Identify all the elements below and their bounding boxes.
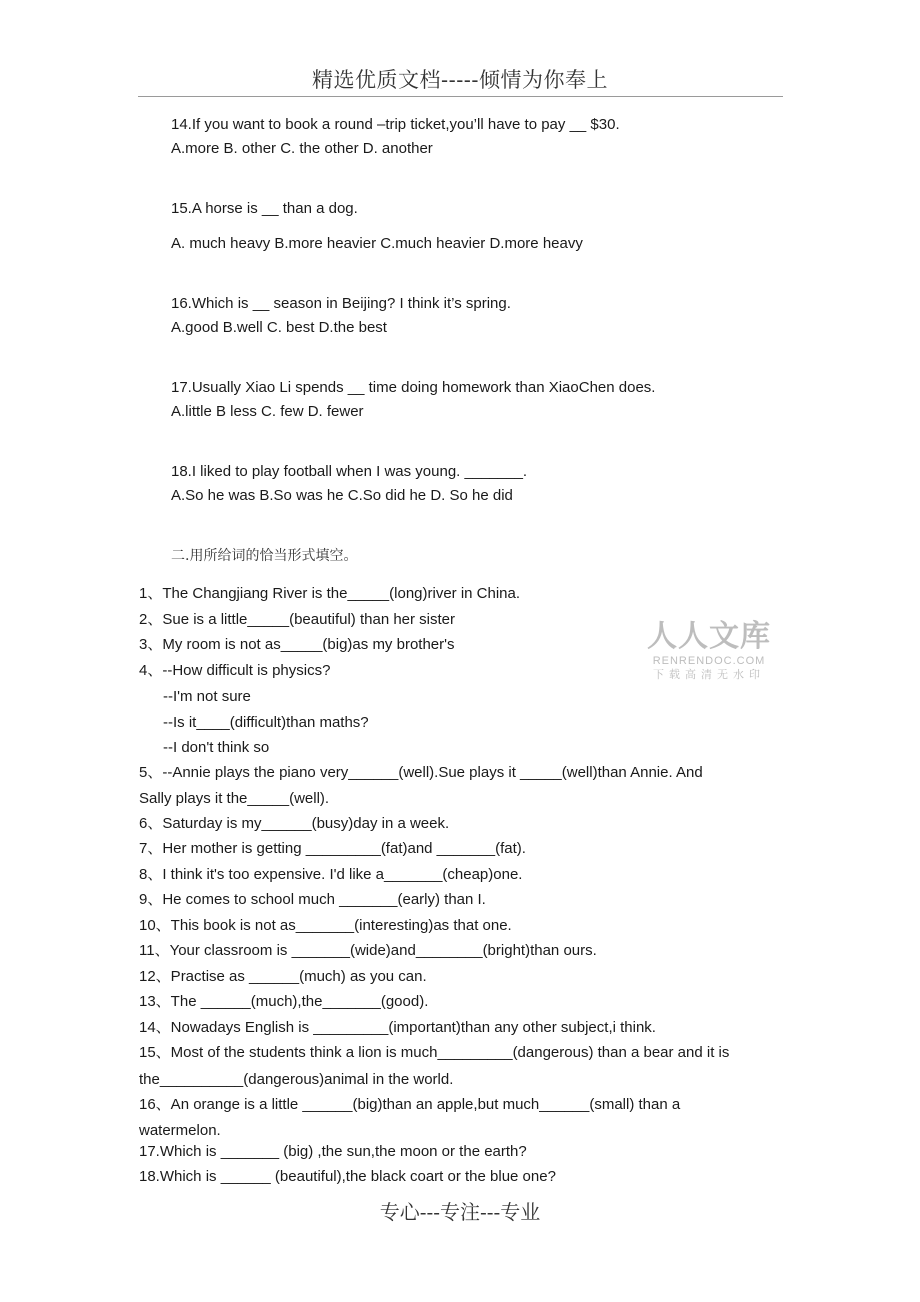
question-17-stem: 17.Usually Xiao Li spends __ time doing homework than XiaoChen does.	[171, 379, 656, 396]
fill-item: 7、Her mother is getting _________(fat)and _______(fat).	[139, 840, 526, 857]
question-15-stem: 15.A horse is __ than a dog.	[171, 200, 358, 217]
fill-item: 10、This book is not as_______(interesting)as that one.	[139, 917, 512, 934]
fill-item: 8、I think it's too expensive. I'd like a_______(cheap)one.	[139, 866, 523, 883]
fill-item: 11、Your classroom is _______(wide)and________(bright)than ours.	[139, 942, 597, 959]
question-15-options: A. much heavy B.more heavier C.much heavier D.more heavy	[171, 235, 583, 252]
fill-item: 3、My room is not as_____(big)as my brother's	[139, 636, 455, 653]
fill-item: 18.Which is ______ (beautiful),the black coart or the blue one?	[139, 1168, 556, 1185]
fill-item: 9、He comes to school much _______(early) than I.	[139, 891, 486, 908]
question-16-stem: 16.Which is __ season in Beijing? I think it’s spring.	[171, 295, 511, 312]
question-14-options: A.more B. other C. the other D. another	[171, 140, 433, 157]
fill-item-continued: watermelon.	[139, 1122, 221, 1139]
question-16-options: A.good B.well C. best D.the best	[171, 319, 387, 336]
page-footer: 专心---专注---专业	[379, 1200, 541, 1224]
fill-item-dialogue: --Is it____(difficult)than maths?	[163, 714, 369, 731]
fill-item: 13、The ______(much),the_______(good).	[139, 993, 429, 1010]
fill-item: 5、--Annie plays the piano very______(well).Sue plays it _____(well)than Annie. And	[139, 764, 703, 781]
fill-item-continued: the__________(dangerous)animal in the world.	[139, 1071, 454, 1088]
fill-item: 15、Most of the students think a lion is much_________(dangerous) than a bear and it is	[139, 1044, 730, 1061]
fill-item-dialogue: --I'm not sure	[163, 688, 251, 705]
header-divider	[138, 96, 783, 97]
watermark-title: 人人文库	[647, 619, 771, 654]
watermark-logo	[646, 620, 772, 682]
question-18-stem: 18.I liked to play football when I was young. _______.	[171, 463, 528, 480]
section-heading: 二.用所给词的恰当形式填空。	[171, 548, 358, 564]
question-14-stem: 14.If you want to book a round –trip ticket,you’ll have to pay __ $30.	[171, 116, 620, 133]
fill-item: 14、Nowadays English is _________(important)than any other subject,i think.	[139, 1019, 656, 1036]
fill-item: 2、Sue is a little_____(beautiful) than her sister	[139, 611, 456, 628]
fill-item: 17.Which is _______ (big) ,the sun,the moon or the earth?	[139, 1143, 527, 1160]
fill-item: 4、--How difficult is physics?	[139, 662, 331, 679]
watermark-url: RENRENDOC.COM	[652, 655, 766, 667]
fill-item: 1、The Changjiang River is the_____(long)river in China.	[139, 585, 521, 602]
fill-item-continued: Sally plays it the_____(well).	[139, 790, 330, 807]
fill-item-dialogue: --I don't think so	[163, 739, 270, 756]
question-18-options: A.So he was B.So was he C.So did he D. So he did	[171, 487, 513, 504]
question-17-options: A.little B less C. few D. fewer	[171, 403, 364, 420]
page-header-title: 精选优质文档-----倾情为你奉上	[312, 68, 608, 92]
fill-item: 16、An orange is a little ______(big)than an apple,but much______(small) than a	[139, 1096, 681, 1113]
watermark-subtitle: 下载高清无水印	[653, 669, 765, 681]
fill-item: 12、Practise as ______(much) as you can.	[139, 968, 427, 985]
fill-item: 6、Saturday is my______(busy)day in a week.	[139, 815, 450, 832]
